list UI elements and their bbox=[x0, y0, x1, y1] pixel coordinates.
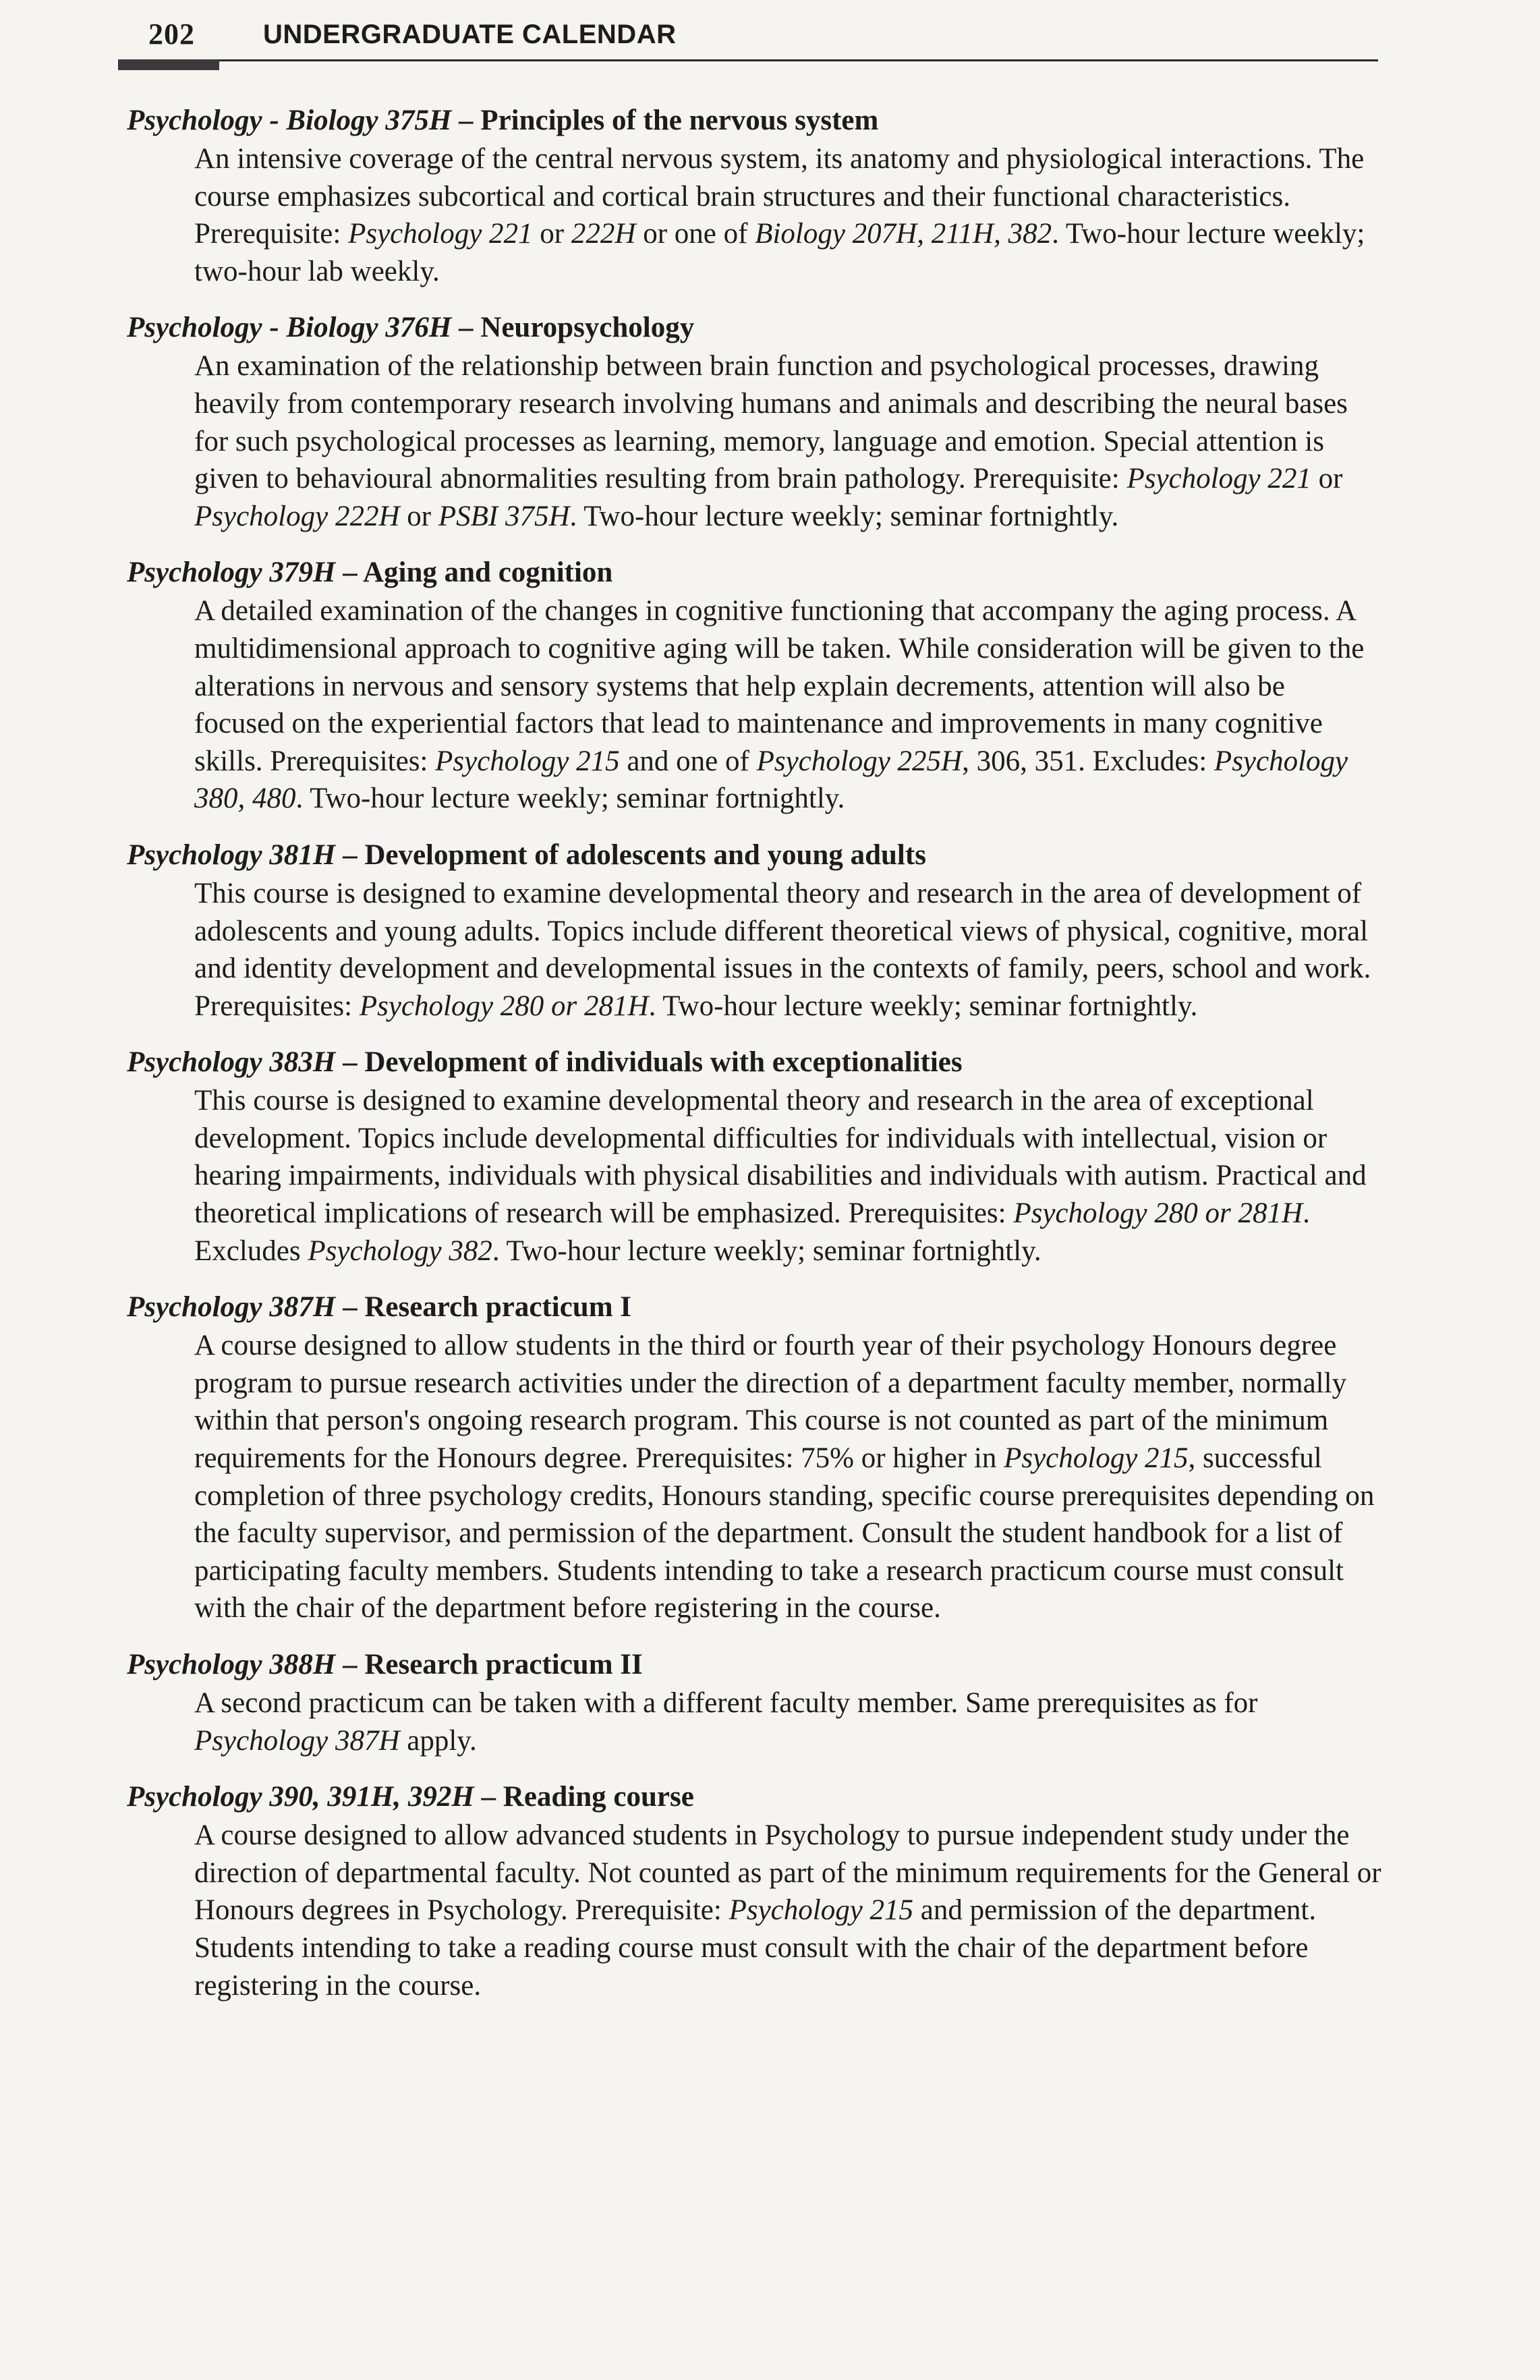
course-description: An examination of the relationship between brain function and psychological processes, drawing heavily from contemporary research involving humans and animals and describing the neural bases for such psychological processes as learning, memory, language and emotion. Special attention is given to behavioural abnormalities resulting from brain pathology. Prerequisite: Psychology 221 or Psychology 222H or PSBI 375H. Two-hour lecture weekly; seminar fortnightly. bbox=[194, 350, 1348, 532]
course-code: Psychology 390, 391H, 392H bbox=[127, 1781, 474, 1813]
course-code: Psychology 387H bbox=[127, 1291, 336, 1324]
course-title: Development of individuals with exceptionalities bbox=[364, 1046, 963, 1079]
course-entry bbox=[127, 1645, 1381, 1759]
course-entry bbox=[127, 1778, 1381, 2004]
course-description: A course designed to allow students in the third or fourth year of their psychology Honours degree program to pursue research activities under the direction of a department faculty member, normally within that person's ongoing research program. This course is not counted as part of the minimum requirements for the Honours degree. Prerequisites: 75% or higher in Psychology 215, successful completion of three psychology credits, Honours standing, specific course prerequisites depending on the faculty supervisor, and permission of the department. Consult the student handbook for a list of participating faculty members. Students intending to take a research practicum course must consult with the chair of the department before registering in the course. bbox=[194, 1330, 1375, 1624]
course-entry bbox=[127, 101, 1381, 290]
course-code: Psychology 383H bbox=[127, 1046, 336, 1079]
course-heading: Psychology 390, 391H, 392H – Reading course bbox=[127, 1781, 694, 1813]
course-entry bbox=[127, 553, 1381, 818]
course-description: This course is designed to examine developmental theory and research in the area of development of adolescents and young adults. Topics include different theoretical views of physical, cognitive, moral and identity development and developmental issues in the contexts of family, peers, school and work. Prerequisites: Psychology 280 or 281H. Two-hour lecture weekly; seminar fortnightly. bbox=[194, 877, 1371, 1022]
course-heading: Psychology - Biology 376H – Neuropsychology bbox=[127, 312, 695, 344]
course-code: Psychology - Biology 376H bbox=[127, 312, 452, 344]
course-title: Neuropsychology bbox=[480, 312, 695, 344]
page-header bbox=[148, 11, 1376, 58]
course-code: Psychology 379H bbox=[127, 557, 336, 589]
header-rule-accent bbox=[118, 59, 219, 70]
header-rule bbox=[118, 59, 1378, 61]
course-heading: Psychology 383H – Development of individuals with exceptionalities bbox=[127, 1046, 963, 1079]
course-entry bbox=[127, 308, 1381, 535]
course-heading: Psychology - Biology 375H – Principles of the nervous system bbox=[127, 105, 879, 136]
course-heading: Psychology 388H – Research practicum II bbox=[127, 1649, 643, 1680]
course-title: Development of adolescents and young adults bbox=[364, 839, 926, 871]
course-entry bbox=[127, 1288, 1381, 1627]
page-number: 202 bbox=[148, 18, 195, 51]
course-heading: Psychology 379H – Aging and cognition bbox=[127, 557, 613, 589]
course-description: An intensive coverage of the central nervous system, its anatomy and physiological interactions. The course emphasizes subcortical and cortical brain structures and their functional characteristics. Prerequisite: Psychology 221 or 222H or one of Biology 207H, 211H, 382. Two-hour lecture weekly; two-hour lab weekly. bbox=[194, 143, 1365, 287]
course-description: A second practicum can be taken with a different faculty member. Same prerequisites as for Psychology 387H apply. bbox=[194, 1687, 1258, 1757]
course-description: This course is designed to examine developmental theory and research in the area of exceptional development. Topics include developmental difficulties for individuals with intellectual, vision or hearing impairments, individuals with physical disabilities and individuals with autism. Practical and theoretical implications of research will be emphasized. Prerequisites: Psychology 280 or 281H. Excludes Psychology 382. Two-hour lecture weekly; seminar fortnightly. bbox=[194, 1085, 1367, 1267]
course-entry bbox=[127, 836, 1381, 1025]
course-description: A detailed examination of the changes in cognitive functioning that accompany the aging process. A multidimensional approach to cognitive aging will be taken. While consideration will be given to the alterations in nervous and sensory systems that help explain decrements, attention will also be focused on the experiential factors that lead to maintenance and improvements in many cognitive skills. Prerequisites: Psychology 215 and one of Psychology 225H, 306, 351. Excludes: Psychology 380, 480. Two-hour lecture weekly; seminar fortnightly. bbox=[194, 595, 1365, 815]
course-code: Psychology 381H bbox=[127, 839, 336, 871]
course-entry bbox=[127, 1043, 1381, 1270]
running-title: UNDERGRADUATE CALENDAR bbox=[263, 20, 677, 49]
course-heading: Psychology 381H – Development of adolescents and young adults bbox=[127, 839, 926, 871]
course-code: Psychology - Biology 375H bbox=[127, 105, 452, 136]
course-title: Research practicum II bbox=[364, 1649, 643, 1680]
course-list bbox=[127, 101, 1381, 2022]
course-heading: Psychology 387H – Research practicum I bbox=[127, 1291, 631, 1324]
course-description: A course designed to allow advanced students in Psychology to pursue independent study under the direction of departmental faculty. Not counted as part of the minimum requirements for the General or Honours degrees in Psychology. Prerequisite: Psychology 215 and permission of the department. Students intending to take a reading course must consult with the chair of the department before registering in the course. bbox=[194, 1819, 1381, 2002]
course-code: Psychology 388H bbox=[127, 1649, 336, 1680]
course-title: Aging and cognition bbox=[362, 557, 613, 589]
course-title: Research practicum I bbox=[364, 1291, 631, 1324]
course-title: Reading course bbox=[503, 1781, 694, 1813]
course-title: Principles of the nervous system bbox=[480, 105, 879, 136]
